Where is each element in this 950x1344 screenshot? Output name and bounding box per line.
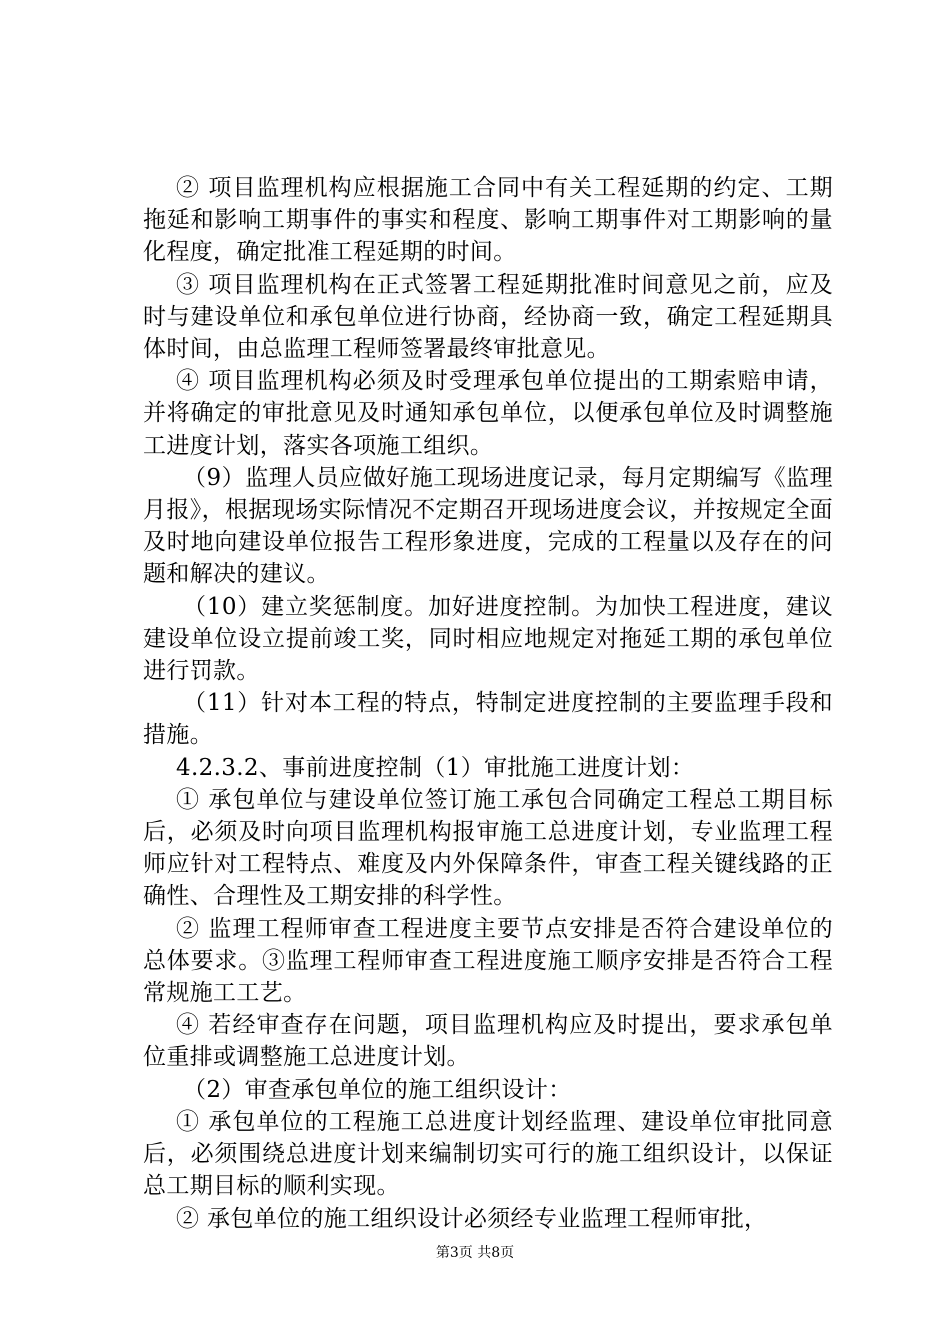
paragraph-org-design-1: ① 承包单位的工程施工总进度计划经监理、建设单位审批同意后，必须围绕总进度计划来编制切实可行的施工组织设计，以保证总工期目标的顺利实现。 <box>143 1108 833 1200</box>
page-footer: 第3页 共8页 <box>435 1245 515 1261</box>
paragraph-schedule-review-2: ② 监理工程师审查工程进度主要节点安排是否符合建设单位的总体要求。③监理工程师审查工程进度施工顺序安排是否符合工程常规施工工艺。 <box>143 915 833 1007</box>
paragraph-item-9: （9）监理人员应做好施工现场进度记录，每月定期编写《监理月报》，根据现场实际情况不定期召开现场进度会议，并按规定全面及时地向建设单位报告工程形象进度，完成的工程量以及存在的问题和解决的建议。 <box>143 464 833 588</box>
paragraph-item-2-heading: （2）审查承包单位的施工组织设计： <box>183 1076 572 1103</box>
paragraph-claim-handling: ④ 项目监理机构必须及时受理承包单位提出的工期索赔申请，并将确定的审批意见及时通知承包单位，以便承包单位及时调整施工进度计划，落实各项施工组织。 <box>143 368 833 459</box>
paragraph-delay-approval-basis: ② 项目监理机构应根据施工合同中有关工程延期的约定、工期拖延和影响工期事件的事实和程度、影响工期事件对工期影响的量化程度，确定批准工程延期的时间。 <box>143 175 833 266</box>
paragraph-schedule-review-4: ④ 若经审查存在问题，项目监理机构应及时提出，要求承包单位重排或调整施工总进度计划。 <box>143 1012 833 1071</box>
paragraph-item-10: （10）建立奖惩制度。加好进度控制。为加快工程进度，建议建设单位设立提前竣工奖，同时相应地规定对拖延工期的承包单位进行罚款。 <box>143 593 833 685</box>
paragraph-item-11: （11）针对本工程的特点，特制定进度控制的主要监理手段和措施。 <box>143 690 833 749</box>
section-heading-4-2-3-2: 4.2.3.2、事前进度控制（1）审批施工进度计划： <box>176 754 695 781</box>
paragraph-delay-negotiation: ③ 项目监理机构在正式签署工程延期批准时间意见之前，应及时与建设单位和承包单位进行协商，经协商一致，确定工程延期具体时间，由总监理工程师签署最终审批意见。 <box>143 271 833 363</box>
paragraph-org-design-2: ② 承包单位的施工组织设计必须经专业监理工程师审批， <box>176 1205 768 1232</box>
paragraph-schedule-review-1: ① 承包单位与建设单位签订施工承包合同确定工程总工期目标后，必须及时向项目监理机构报审施工总进度计划，专业监理工程师应针对工程特点、难度及内外保障条件，审查工程关键线路的正确性、合理性及工期安排的科学性。 <box>143 786 833 910</box>
document-body <box>143 172 833 1235</box>
